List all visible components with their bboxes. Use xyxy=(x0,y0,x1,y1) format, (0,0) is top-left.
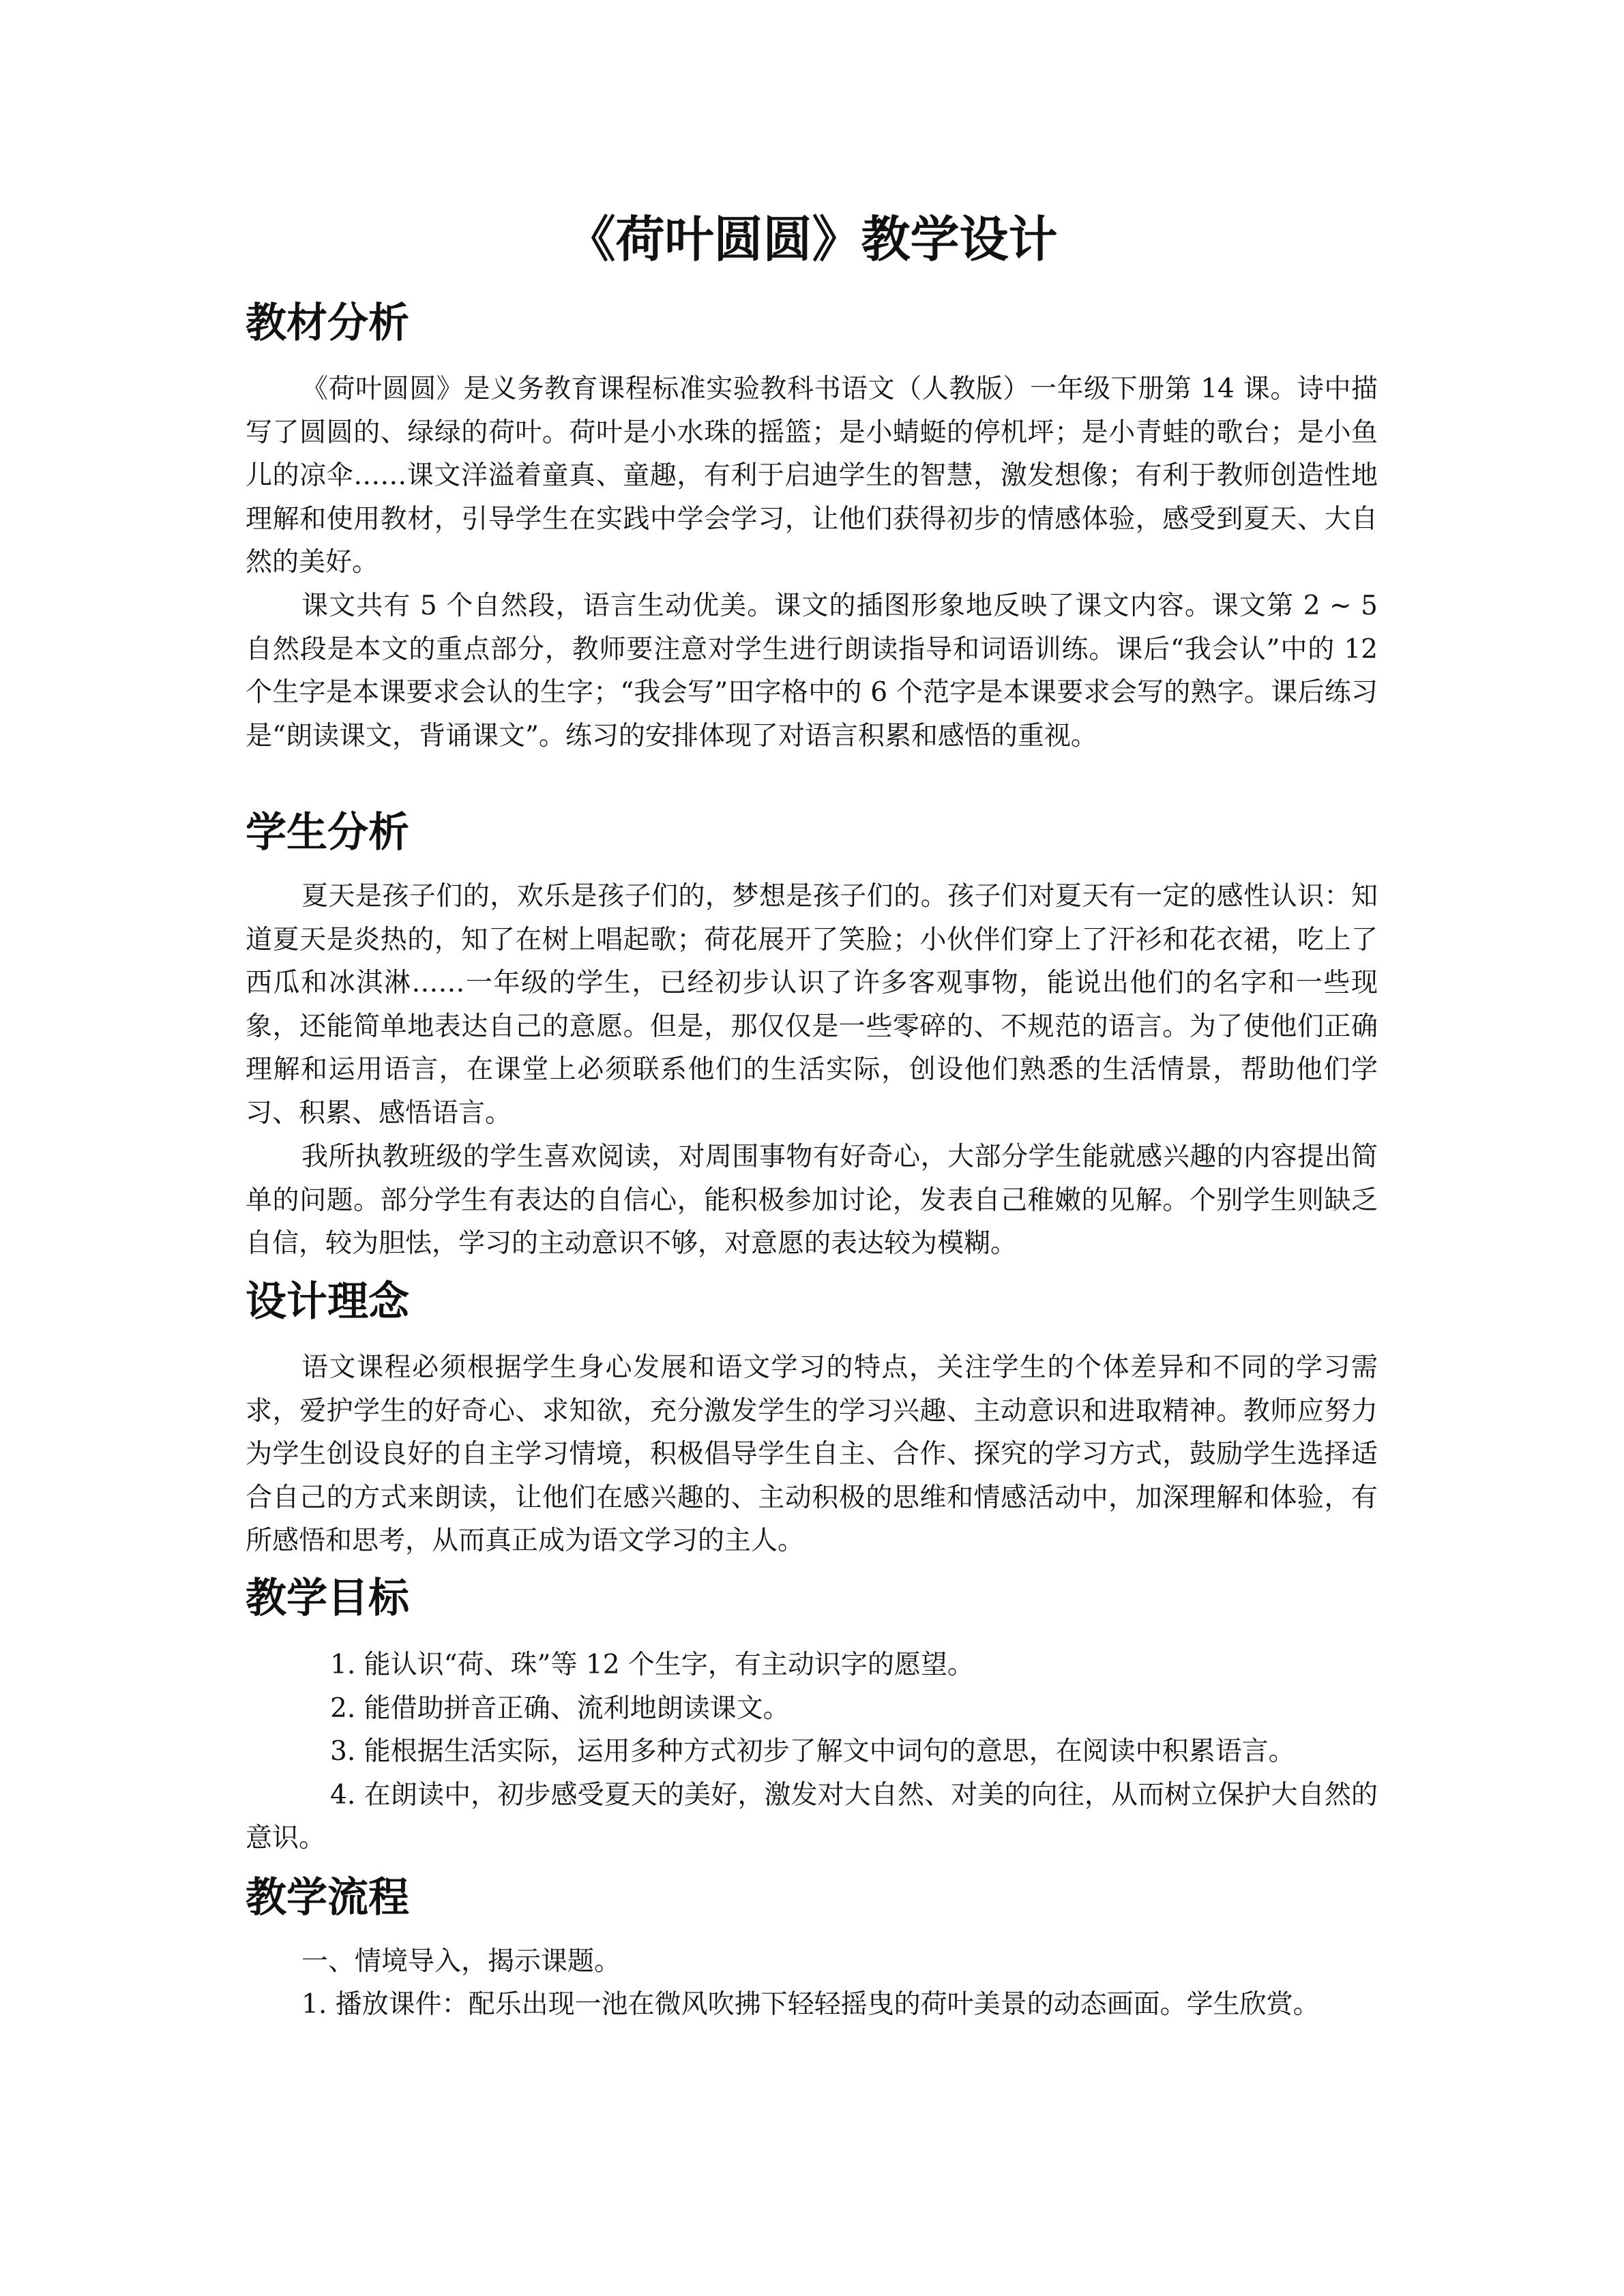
document-title: 《荷叶圆圆》教学设计 xyxy=(566,211,1058,268)
list-item: 3. 能根据生活实际，运用多种方式初步了解文中词句的意思，在阅读中积累语言。 xyxy=(330,1736,1295,1767)
list-item: 2. 能借助拼音正确、流利地朗读课文。 xyxy=(330,1693,790,1724)
goals-list xyxy=(246,1643,1378,1860)
paragraph: 《荷叶圆圆》是义务教育课程标准实验教科书语文（人教版）一年级下册第 14 课。诗中描写了圆圆的、绿绿的荷叶。荷叶是小水珠的摇篮；是小蜻蜓的停机坪；是小青蛙的歌台；是小鱼儿的凉伞……课文洋溢着童真、童趣，有利于启迪学生的智慧，激发想像；有利于教师创造性地理解和使用教材，引导学生在实践中学会学习，让他们获得初步的情感体验，感受到夏天、大自然的美好。 xyxy=(246,374,1378,578)
paragraph: 语文课程必须根据学生身心发展和语文学习的特点，关注学生的个体差异和不同的学习需求，爱护学生的好奇心、求知欲，充分激发学生的学习兴趣、主动意识和进取精神。教师应努力为学生创设良好的自主学习情境，积极倡导学生自主、合作、探究的学习方式，鼓励学生选择适合自己的方式来朗读，让他们在感兴趣的、主动积极的思维和情感活动中，加深理解和体验，有所感悟和思考，从而真正成为语文学习的主人。 xyxy=(246,1352,1378,1556)
section-heading-teaching-process: 教学流程 xyxy=(246,1874,409,1922)
paragraph: 1. 播放课件：配乐出现一池在微风吹拂下轻轻摇曳的荷叶美景的动态画面。学生欣赏。 xyxy=(301,1989,1320,2020)
paragraph: 课文共有 5 个自然段，语言生动优美。课文的插图形象地反映了课文内容。课文第 2 ~ 5 自然段是本文的重点部分，教师要注意对学生进行朗读指导和词语训练。课后“我会认”中的 12 个生字是本课要求会认的生字；“我会写”田字格中的 6 个范字是本课要求会写的熟字。课后练习是“朗读课文，背诵课文”。练习的安排体现了对语言积累和感悟的重视。 xyxy=(246,591,1378,751)
paragraph: 一、情境导入，揭示课题。 xyxy=(301,1946,621,1977)
list-item: 1. 能认识“荷、珠”等 12 个生字，有主动识字的愿望。 xyxy=(330,1650,974,1680)
section-heading-textbook-analysis: 教材分析 xyxy=(246,299,409,347)
list-item: 4. 在朗读中，初步感受夏天的美好，激发对大自然、对美的向往，从而树立保护大自然的意识。 xyxy=(246,1779,1378,1853)
section-heading-design-concept: 设计理念 xyxy=(246,1278,409,1326)
section-heading-teaching-goals: 教学目标 xyxy=(246,1575,409,1622)
section-heading-student-analysis: 学生分析 xyxy=(246,809,409,856)
paragraph: 我所执教班级的学生喜欢阅读，对周围事物有好奇心，大部分学生能就感兴趣的内容提出简单的问题。部分学生有表达的自信心，能积极参加讨论，发表自己稚嫩的见解。个别学生则缺乏自信，较为胆怯，学习的主动意识不够，对意愿的表达较为模糊。 xyxy=(246,1142,1378,1259)
paragraph: 夏天是孩子们的，欢乐是孩子们的，梦想是孩子们的。孩子们对夏天有一定的感性认识：知道夏天是炎热的，知了在树上唱起歌；荷花展开了笑脸；小伙伴们穿上了汗衫和花衣裙，吃上了西瓜和冰淇淋……一年级的学生，已经初步认识了许多客观事物，能说出他们的名字和一些现象，还能简单地表达自己的意愿。但是，那仅仅是一些零碎的、不规范的语言。为了使他们正确理解和运用语言，在课堂上必须联系他们的生活实际，创设他们熟悉的生活情景，帮助他们学习、积累、感悟语言。 xyxy=(246,881,1378,1129)
